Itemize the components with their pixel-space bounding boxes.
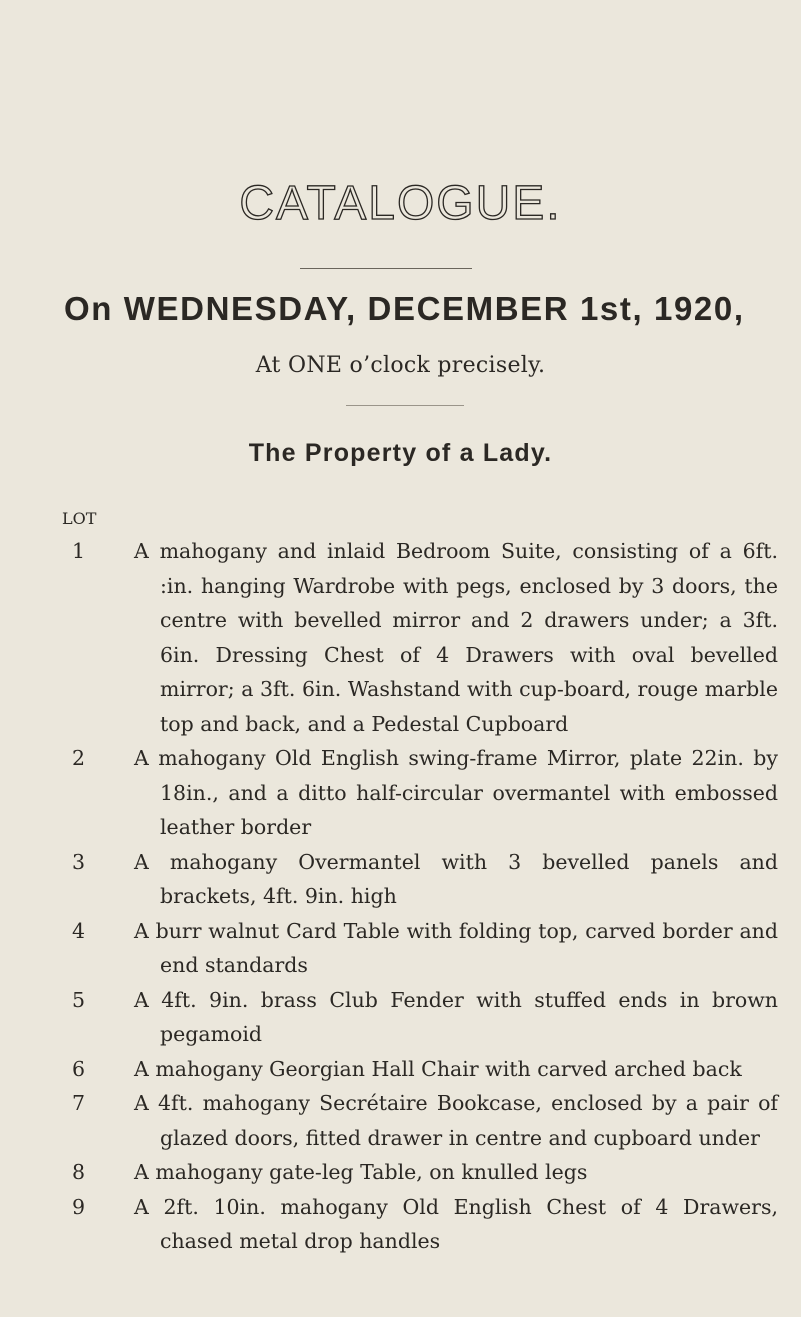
lot-description: A mahogany Old English swing-frame Mirror, plate 22in. by 18in., and a ditto half-circular overmantel with embossed leather border <box>134 746 778 839</box>
lot-description: A mahogany gate-leg Table, on knulled legs <box>134 1160 588 1184</box>
lot-list <box>66 534 778 1259</box>
lot-item <box>66 983 778 1052</box>
lot-item <box>66 914 778 983</box>
lot-description: A mahogany and inlaid Bedroom Suite, consisting of a 6ft. :in. hanging Wardrobe with pegs, enclosed by 3 doors, the centre with bevelled mirror and 2 drawers under; a 3ft. 6in. Dressing Chest of 4 Drawers with oval bevelled mirror; a 3ft. 6in. Washstand with cup-board, rouge marble top and back, and a Pedestal Cupboard <box>134 539 778 736</box>
lot-number: 7 <box>72 1091 86 1115</box>
lot-number: 4 <box>72 918 86 943</box>
lot-item <box>66 1086 778 1155</box>
lot-description: A 2ft. 10in. mahogany Old English Chest of 4 Drawers, chased metal drop handles <box>134 1194 778 1253</box>
property-heading: The Property of a Lady. <box>248 439 553 467</box>
lot-item <box>66 1155 778 1190</box>
sale-date: On WEDNESDAY, DECEMBER 1st, 1920, <box>64 290 745 327</box>
lot-description: A mahogany Georgian Hall Chair with carved arched back <box>134 1056 742 1081</box>
lot-number: 5 <box>72 987 86 1012</box>
lot-number: 3 <box>72 849 86 874</box>
sale-time: At ONE o’clock precisely. <box>255 353 546 378</box>
lot-number: 6 <box>72 1056 86 1081</box>
lot-number: 9 <box>72 1194 86 1219</box>
time-divider <box>346 405 464 406</box>
lot-item <box>66 1052 778 1087</box>
catalogue-title: CATALOGUE. <box>239 177 562 230</box>
lot-item <box>66 845 778 914</box>
lot-number: 8 <box>72 1160 86 1184</box>
lot-description: A burr walnut Card Table with folding top, carved border and end standards <box>134 918 778 977</box>
lot-item <box>66 741 778 845</box>
lot-item <box>66 534 778 741</box>
lot-description: A mahogany Overmantel with 3 bevelled panels and brackets, 4ft. 9in. high <box>134 849 778 908</box>
lot-description: A 4ft. 9in. brass Club Fender with stuffed ends in brown pegamoid <box>134 987 778 1046</box>
lot-item <box>66 1190 778 1259</box>
lot-description: A 4ft. mahogany Secrétaire Bookcase, enclosed by a pair of glazed doors, fitted drawer in centre and cupboard under <box>134 1091 778 1150</box>
lot-column-label: LOT <box>62 509 97 528</box>
title-divider <box>300 268 472 269</box>
lot-number: 1 <box>72 539 86 563</box>
lot-number: 2 <box>72 746 86 770</box>
